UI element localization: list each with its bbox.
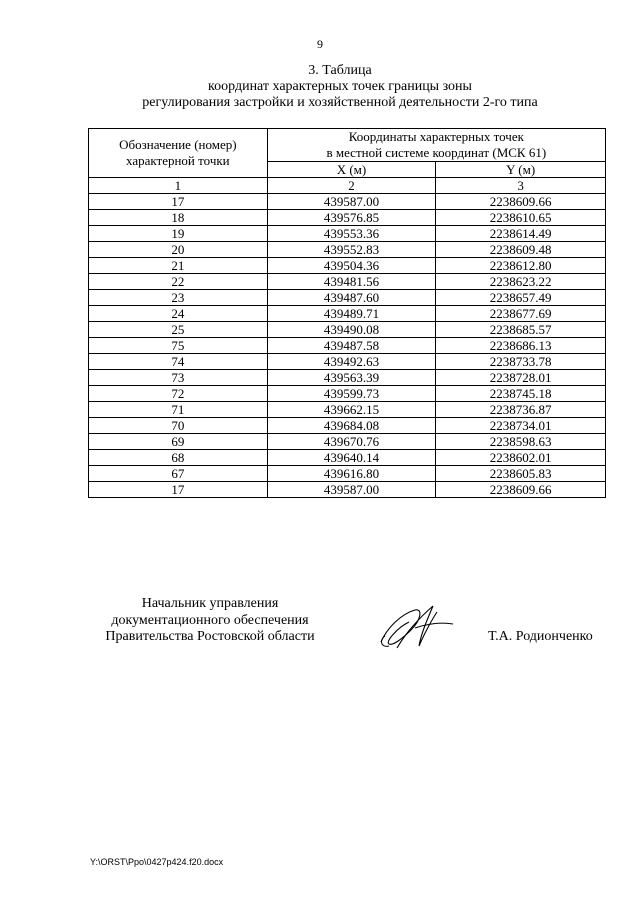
signatory-name: Т.А. Родионченко — [488, 629, 593, 644]
y-coordinate-cell: 2238677.69 — [436, 306, 606, 322]
table-row — [89, 338, 606, 354]
table-row — [89, 386, 606, 402]
table-row — [89, 450, 606, 466]
header-coordinates-line-2: в местной системе координат (МСК 61) — [326, 145, 547, 160]
y-coordinate-cell: 2238734.01 — [436, 418, 606, 434]
point-number-cell: 17 — [89, 194, 268, 210]
y-coordinate-cell: 2238736.87 — [436, 402, 606, 418]
point-number-cell: 18 — [89, 210, 268, 226]
table-row — [89, 354, 606, 370]
x-coordinate-cell: 439587.00 — [267, 482, 436, 498]
y-coordinate-cell: 2238623.22 — [436, 274, 606, 290]
x-coordinate-cell: 439487.60 — [267, 290, 436, 306]
y-coordinate-cell: 2238609.66 — [436, 482, 606, 498]
table-row — [89, 306, 606, 322]
point-number-cell: 73 — [89, 370, 268, 386]
point-number-cell: 21 — [89, 258, 268, 274]
x-coordinate-cell: 439599.73 — [267, 386, 436, 402]
x-coordinate-cell: 439616.80 — [267, 466, 436, 482]
point-number-cell: 24 — [89, 306, 268, 322]
header-point-line-1: Обозначение (номер) — [119, 137, 237, 152]
table-row — [89, 466, 606, 482]
x-coordinate-cell: 439662.15 — [267, 402, 436, 418]
title-line-1: 3. Таблица — [308, 63, 372, 78]
header-coordinates — [267, 129, 605, 162]
document-title — [90, 63, 590, 111]
y-coordinate-cell: 2238612.80 — [436, 258, 606, 274]
table-row — [89, 402, 606, 418]
x-coordinate-cell: 439487.58 — [267, 338, 436, 354]
table-row — [89, 370, 606, 386]
y-coordinate-cell: 2238686.13 — [436, 338, 606, 354]
y-coordinate-cell: 2238610.65 — [436, 210, 606, 226]
point-number-cell: 67 — [89, 466, 268, 482]
y-coordinate-cell: 2238614.49 — [436, 226, 606, 242]
y-coordinate-cell: 2238745.18 — [436, 386, 606, 402]
x-coordinate-cell: 439504.36 — [267, 258, 436, 274]
point-number-cell: 19 — [89, 226, 268, 242]
title-line-2: координат характерных точек границы зоны — [208, 79, 472, 94]
x-coordinate-cell: 439492.63 — [267, 354, 436, 370]
x-coordinate-cell: 439490.08 — [267, 322, 436, 338]
x-coordinate-cell: 439481.56 — [267, 274, 436, 290]
file-path: Y:\ORST\Ppo\0427p424.f20.docx — [90, 857, 224, 867]
header-point-designation — [89, 129, 268, 178]
position-line-3: Правительства Ростовской области — [105, 629, 315, 644]
page-number: 9 — [317, 37, 323, 51]
position-line-1: Начальник управления — [141, 596, 279, 611]
point-number-cell: 68 — [89, 450, 268, 466]
x-coordinate-cell: 439576.85 — [267, 210, 436, 226]
table-row — [89, 482, 606, 498]
x-coordinate-cell: 439563.39 — [267, 370, 436, 386]
y-coordinate-cell: 2238728.01 — [436, 370, 606, 386]
header-x: X (м) — [267, 162, 436, 178]
table-row — [89, 418, 606, 434]
table-row — [89, 210, 606, 226]
header-point-line-2: характерной точки — [126, 153, 230, 168]
table-row — [89, 434, 606, 450]
y-coordinate-cell: 2238685.57 — [436, 322, 606, 338]
point-number-cell: 72 — [89, 386, 268, 402]
point-number-cell: 23 — [89, 290, 268, 306]
point-number-cell: 17 — [89, 482, 268, 498]
signatory-position — [90, 596, 330, 646]
y-coordinate-cell: 2238733.78 — [436, 354, 606, 370]
header-column-number-3: 3 — [436, 178, 606, 194]
point-number-cell: 75 — [89, 338, 268, 354]
header-column-number-1: 1 — [89, 178, 268, 194]
point-number-cell: 22 — [89, 274, 268, 290]
handwritten-signature — [375, 598, 457, 658]
table-body — [89, 194, 606, 498]
title-line-3: регулирования застройки и хозяйственной деятельности 2-го типа — [142, 95, 538, 110]
y-coordinate-cell: 2238605.83 — [436, 466, 606, 482]
coordinates-table — [88, 128, 606, 498]
point-number-cell: 69 — [89, 434, 268, 450]
table-row — [89, 274, 606, 290]
y-coordinate-cell: 2238602.01 — [436, 450, 606, 466]
table-row — [89, 290, 606, 306]
point-number-cell: 25 — [89, 322, 268, 338]
y-coordinate-cell: 2238657.49 — [436, 290, 606, 306]
x-coordinate-cell: 439684.08 — [267, 418, 436, 434]
header-column-number-2: 2 — [267, 178, 436, 194]
table-row — [89, 194, 606, 210]
y-coordinate-cell: 2238609.48 — [436, 242, 606, 258]
header-coordinates-line-1: Координаты характерных точек — [348, 129, 524, 144]
header-y: Y (м) — [436, 162, 606, 178]
table-row — [89, 258, 606, 274]
x-coordinate-cell: 439670.76 — [267, 434, 436, 450]
x-coordinate-cell: 439552.83 — [267, 242, 436, 258]
table-row — [89, 226, 606, 242]
point-number-cell: 71 — [89, 402, 268, 418]
table-row — [89, 322, 606, 338]
y-coordinate-cell: 2238598.63 — [436, 434, 606, 450]
table-row — [89, 242, 606, 258]
point-number-cell: 74 — [89, 354, 268, 370]
y-coordinate-cell: 2238609.66 — [436, 194, 606, 210]
x-coordinate-cell: 439640.14 — [267, 450, 436, 466]
point-number-cell: 20 — [89, 242, 268, 258]
x-coordinate-cell: 439587.00 — [267, 194, 436, 210]
x-coordinate-cell: 439489.71 — [267, 306, 436, 322]
position-line-2: документационного обеспечения — [111, 612, 309, 628]
x-coordinate-cell: 439553.36 — [267, 226, 436, 242]
point-number-cell: 70 — [89, 418, 268, 434]
